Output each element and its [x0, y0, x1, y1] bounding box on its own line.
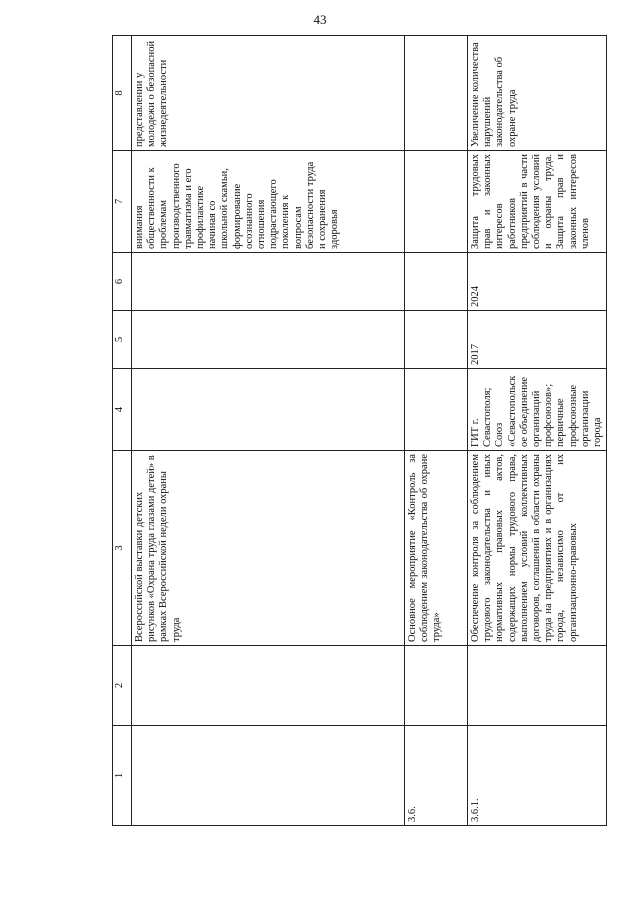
page-number: 43 — [313, 12, 327, 27]
row-number: 3.6. — [405, 726, 468, 826]
activity-name: Основное мероприятие «Контроль за соблюдением законодательства об охране труда» — [405, 451, 468, 646]
activities-table — [112, 35, 607, 826]
start-year — [132, 311, 405, 369]
end-year — [132, 253, 405, 311]
activity-name: Обеспечение контроля за соблюдением трудового законодательства и иных нормативных правовых актов, содержащих нормы трудового права, выполнением условий коллективных договоров, соглашений в области охраны труда на предприятиях и в организациях города, независимо от их организационно-правовых — [468, 451, 607, 646]
executor — [405, 369, 468, 451]
table-row — [405, 36, 468, 826]
end-year: 2024 — [468, 253, 607, 311]
row-number: 3.6.1. — [468, 726, 607, 826]
row-col2 — [132, 646, 405, 726]
row-col2 — [405, 646, 468, 726]
indicators: представлении у молодежи о безопасной жизнедеятельности — [132, 36, 405, 151]
start-year: 2017 — [468, 311, 607, 369]
header-cell: 1 — [113, 726, 132, 826]
indicators — [405, 36, 468, 151]
end-year — [405, 253, 468, 311]
header-cell: 8 — [113, 36, 132, 151]
activity-name: Всероссийской выставки детских рисунков «Охрана труда глазами детей» в рамках Всероссийской недели охраны труда — [132, 451, 405, 646]
indicators: Увеличение количества нарушений законодательства об охране труда — [468, 36, 607, 151]
expected-results — [405, 151, 468, 253]
expected-results: внимания общественности к проблемам производственного травматизма и его профилактике начиная со школьной скамьи, формирование осознанного отношения подрастающего поколения к вопросам безопасности труда и сохранения здоровья — [132, 151, 405, 253]
rotated-table-wrapper — [112, 36, 604, 826]
table-row — [132, 36, 405, 826]
expected-results: Защита трудовых прав и законных интересов работников предприятий в части соблюдения условий и охраны труда. Защита прав и законных интересов членов — [468, 151, 607, 253]
executor — [132, 369, 405, 451]
header-cell: 5 — [113, 311, 132, 369]
table-row — [468, 36, 607, 826]
header-cell: 3 — [113, 451, 132, 646]
executor: ГИТ г. Севастополя; Союз «Севастопольское объединение организаций профсоюзов»; первичные профсоюзные организации города — [468, 369, 607, 451]
row-col2 — [468, 646, 607, 726]
row-number — [132, 726, 405, 826]
header-row — [113, 36, 132, 826]
table-stage — [112, 36, 604, 826]
header-cell: 6 — [113, 253, 132, 311]
start-year — [405, 311, 468, 369]
header-cell: 2 — [113, 646, 132, 726]
header-cell: 7 — [113, 151, 132, 253]
header-cell: 4 — [113, 369, 132, 451]
